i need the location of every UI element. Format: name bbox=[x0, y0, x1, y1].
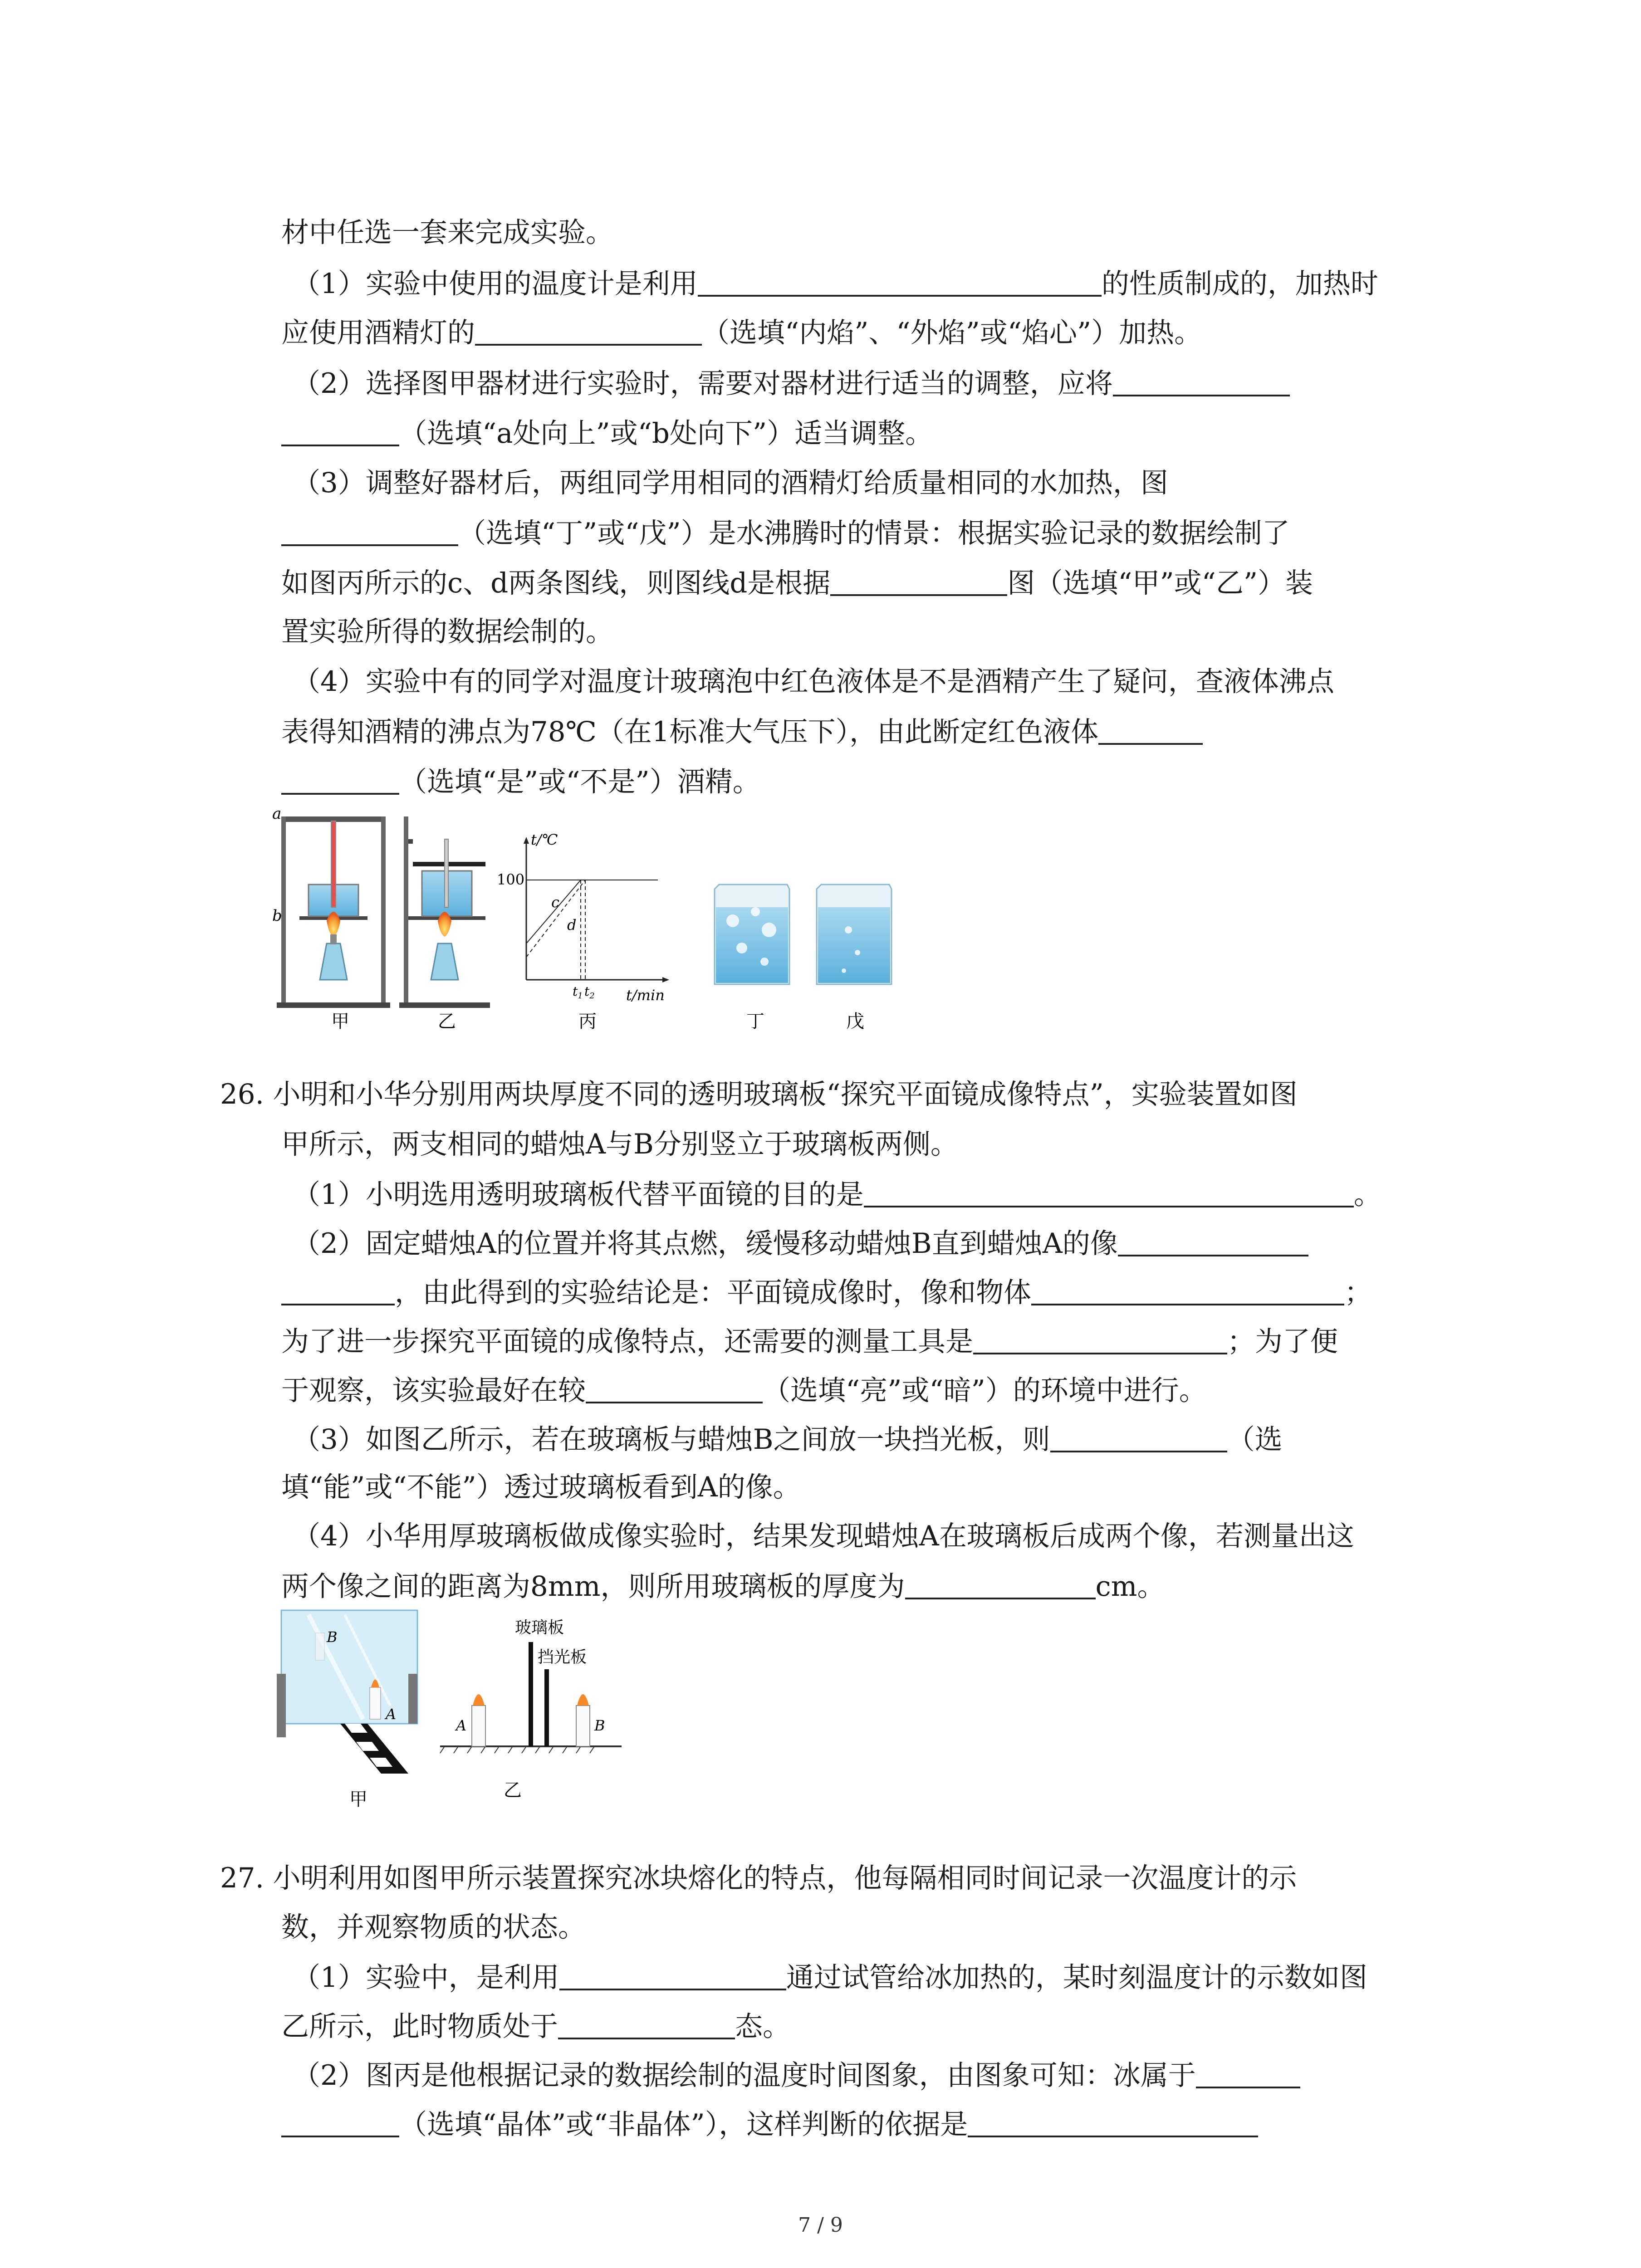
answer-blank[interactable] bbox=[973, 1321, 1227, 1354]
apparatus-jia bbox=[272, 805, 390, 1032]
t1-label: $t_1$ bbox=[573, 984, 583, 1001]
answer-blank[interactable] bbox=[586, 1370, 763, 1403]
beaker-ding bbox=[715, 885, 789, 1032]
q27-part1-line2: 乙所示，此时物质处于 态。 bbox=[281, 2006, 790, 2046]
t2-label: $t_2$ bbox=[584, 984, 595, 1001]
q27-part2-line2: （选填“晶体”或“非晶体”），这样判断的依据是 bbox=[281, 2104, 1258, 2144]
answer-blank[interactable] bbox=[281, 513, 458, 546]
graph-y100: 100 bbox=[497, 871, 525, 888]
answer-blank[interactable] bbox=[281, 2104, 399, 2137]
mirror-setup-yi bbox=[440, 1618, 622, 1801]
answer-blank[interactable] bbox=[830, 562, 1007, 596]
q26-part3-line1: （3）如图乙所示，若在玻璃板与蜡烛B之间放一块挡光板，则 （选 bbox=[293, 1419, 1283, 1459]
q25-intro: 材中任选一套来完成实验。 bbox=[281, 216, 614, 249]
apparatus-yi bbox=[399, 816, 490, 1032]
answer-blank[interactable] bbox=[559, 1957, 786, 1990]
q26-part3-line2: 填“能”或“不能”）透过玻璃板看到A的像。 bbox=[281, 1471, 801, 1503]
q26-part2-line3: 为了进一步探究平面镜的成像特点，还需要的测量工具是 ；为了便 bbox=[281, 1321, 1338, 1361]
q27-part2-line1: （2）图丙是他根据记录的数据绘制的温度时间图象，由图象可知：冰属于 bbox=[293, 2055, 1300, 2095]
q25-part4-line3: （选填“是”或“不是”）酒精。 bbox=[281, 761, 760, 802]
candle-a-label: A bbox=[456, 1717, 467, 1734]
q26-part2-line1: （2）固定蜡烛A的位置并将其点燃，缓慢移动蜡烛B直到蜡烛A的像 bbox=[293, 1223, 1308, 1263]
answer-blank[interactable] bbox=[698, 263, 1102, 297]
q27-stem-line2: 数，并观察物质的状态。 bbox=[281, 1911, 586, 1943]
candle-b-label: B bbox=[327, 1628, 338, 1646]
point-a-label: a bbox=[272, 805, 282, 823]
answer-blank[interactable] bbox=[1050, 1419, 1227, 1452]
fig-label-yi: 乙 bbox=[504, 1780, 522, 1801]
q25-figure bbox=[272, 798, 930, 1034]
page-number: 7 / 9 bbox=[798, 2214, 843, 2237]
answer-blank[interactable] bbox=[968, 2104, 1258, 2137]
q25-part2-line2: （选填“a处向上”或“b处向下”）适当调整。 bbox=[281, 413, 933, 453]
candle-b-label: B bbox=[594, 1717, 605, 1734]
q25-part3-line2: （选填“丁”或“戊”）是水沸腾时的情景：根据实验记录的数据绘制了 bbox=[281, 513, 1290, 553]
answer-blank[interactable] bbox=[1113, 363, 1290, 396]
point-b-label: b bbox=[272, 907, 282, 925]
q26-part4-line1: （4）小华用厚玻璃板做成像实验时，结果发现蜡烛A在玻璃板后成两个像，若测量出这 bbox=[293, 1520, 1354, 1552]
answer-blank[interactable] bbox=[1118, 1223, 1308, 1256]
q26-part4-line2: 两个像之间的距离为8mm，则所用玻璃板的厚度为 cm。 bbox=[281, 1566, 1165, 1606]
q25-part3-line4: 置实验所得的数据绘制的。 bbox=[281, 616, 614, 648]
candle-a-label: A bbox=[386, 1706, 397, 1723]
fig-label-bing: 丙 bbox=[578, 1011, 597, 1032]
q26-part2-line2: ，由此得到的实验结论是：平面镜成像时，像和物体 ； bbox=[281, 1272, 1372, 1312]
q26-part2-line4: 于观察，该实验最好在较 （选填“亮”或“暗”）的环境中进行。 bbox=[281, 1370, 1207, 1410]
graph-ylabel: t/℃ bbox=[531, 831, 558, 848]
q26-part1: （1）小明选用透明玻璃板代替平面镜的目的是 。 bbox=[293, 1174, 1381, 1214]
fig-label-jia: 甲 bbox=[331, 1011, 349, 1032]
q25-part2-line1: （2）选择图甲器材进行实验时，需要对器材进行适当的调整，应将 bbox=[293, 363, 1290, 403]
answer-blank[interactable] bbox=[281, 413, 399, 446]
q25-part3-line3: 如图丙所示的c、d两条图线，则图线d是根据 图（选填“甲”或“乙”）装 bbox=[281, 562, 1313, 603]
line-d-label: d bbox=[567, 916, 577, 934]
answer-blank[interactable] bbox=[1196, 2055, 1300, 2088]
answer-blank[interactable] bbox=[905, 1566, 1096, 1599]
answer-blank[interactable] bbox=[475, 312, 702, 346]
fig-label-ding: 丁 bbox=[746, 1011, 764, 1032]
q26-stem-line2: 甲所示，两支相同的蜡烛A与B分别竖立于玻璃板两侧。 bbox=[281, 1128, 958, 1160]
answer-blank[interactable] bbox=[558, 2006, 735, 2039]
glass-plate-label: 玻璃板 bbox=[515, 1618, 564, 1637]
q25-part3-line1: （3）调整好器材后，两组同学用相同的酒精灯给质量相同的水加热，图 bbox=[293, 467, 1168, 499]
mirror-setup-jia bbox=[277, 1610, 417, 1810]
answer-blank[interactable] bbox=[281, 1272, 395, 1305]
q25-part1-line1: （1）实验中使用的温度计是利用 的性质制成的，加热时 bbox=[293, 263, 1378, 303]
q25-part4-line2: 表得知酒精的沸点为78℃（在1标准大气压下），由此断定红色液体 bbox=[281, 711, 1203, 752]
answer-blank[interactable] bbox=[1031, 1272, 1344, 1305]
fig-label-yi: 乙 bbox=[438, 1011, 456, 1032]
answer-blank[interactable] bbox=[1098, 711, 1203, 745]
fig-label-jia: 甲 bbox=[349, 1789, 367, 1810]
q25-part1-line2: 应使用酒精灯的 （选填“内焰”、“外焰”或“焰心”）加热。 bbox=[281, 312, 1202, 352]
fig-label-wu: 戊 bbox=[846, 1011, 864, 1032]
answer-blank[interactable] bbox=[864, 1174, 1354, 1207]
q27-stem-line1: 27. 小明利用如图甲所示装置探究冰块熔化的特点，他每隔相同时间记录一次温度计的示 bbox=[220, 1862, 1297, 1894]
line-c-label: c bbox=[551, 894, 559, 911]
graph-bing bbox=[497, 831, 669, 1032]
beaker-wu bbox=[817, 885, 892, 1032]
q26-stem-line1: 26. 小明和小华分别用两块厚度不同的透明玻璃板“探究平面镜成像特点”，实验装置如图 bbox=[220, 1078, 1298, 1110]
graph-xlabel: t/min bbox=[626, 987, 665, 1004]
q25-part4-line1: （4）实验中有的同学对温度计玻璃泡中红色液体是不是酒精产生了疑问，查液体沸点 bbox=[293, 665, 1334, 698]
q26-figure bbox=[272, 1606, 681, 1823]
answer-blank[interactable] bbox=[281, 761, 399, 795]
q27-part1-line1: （1）实验中，是利用 通过试管给冰加热的，某时刻温度计的示数如图 bbox=[293, 1957, 1367, 1997]
shield-label: 挡光板 bbox=[538, 1648, 587, 1667]
